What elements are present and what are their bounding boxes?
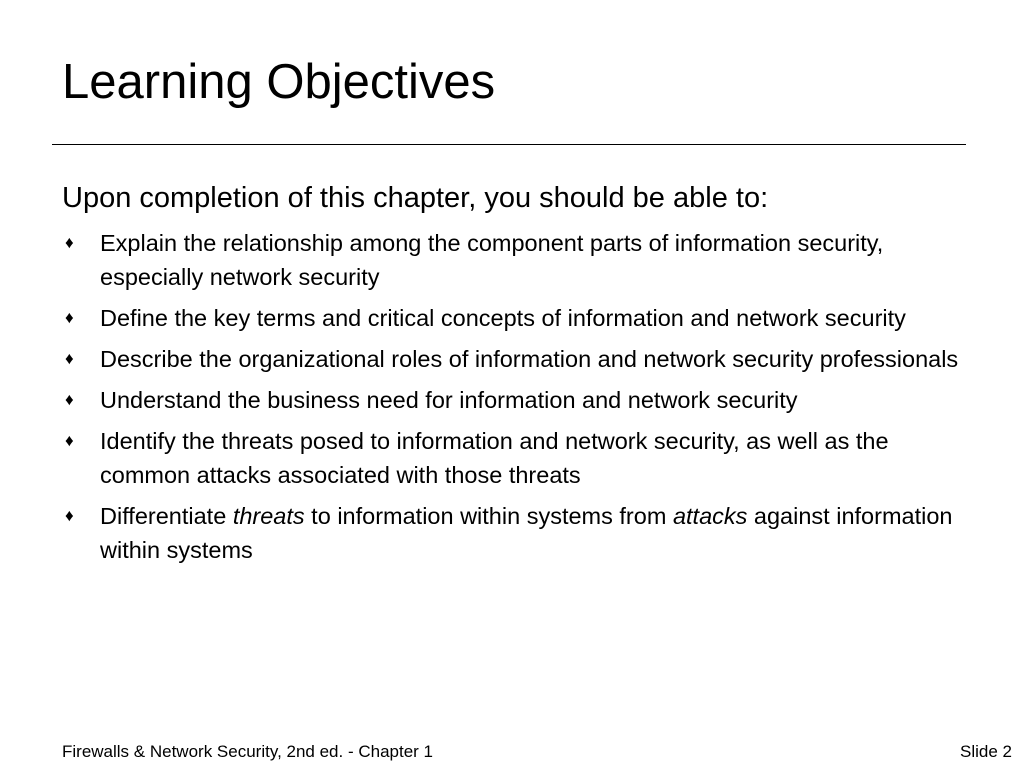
objective-text: Understand the business need for information and network security: [100, 387, 798, 413]
objective-item: [62, 383, 962, 417]
objective-item: [62, 226, 962, 294]
emphasis-attacks: attacks: [672, 503, 748, 529]
slide-title: Learning Objectives: [62, 55, 496, 109]
objective-item: [62, 424, 962, 492]
objective-text: Identify the threats posed to information and network security, as well as the common attacks associated with those threats: [100, 428, 889, 488]
diamond-bullet-icon: ♦: [65, 349, 74, 368]
intro-text: Upon completion of this chapter, you should be able to:: [62, 182, 769, 214]
footer-slide-number: Slide 2: [960, 742, 1012, 761]
diamond-bullet-icon: ♦: [65, 233, 74, 252]
diamond-bullet-icon: ♦: [65, 431, 74, 450]
diamond-bullet-icon: ♦: [65, 506, 74, 525]
diamond-bullet-icon: ♦: [65, 390, 74, 409]
objective-text: Define the key terms and critical concepts of information and network security: [100, 305, 906, 331]
objective-text: Describe the organizational roles of information and network security professionals: [100, 346, 959, 372]
objectives-list: [62, 226, 962, 574]
objective-item: [62, 499, 962, 567]
objective-item: [62, 342, 962, 376]
footer-course-title: Firewalls & Network Security, 2nd ed. - Chapter 1: [62, 742, 433, 761]
emphasis-threats: threats: [232, 503, 305, 529]
objective-item: [62, 301, 962, 335]
title-divider: [52, 144, 966, 145]
diamond-bullet-icon: ♦: [65, 308, 74, 327]
objective-text: Explain the relationship among the component parts of information security, especially network security: [100, 230, 884, 290]
objective-text: Differentiate threats to information within systems from attacks against information within systems: [100, 503, 953, 563]
